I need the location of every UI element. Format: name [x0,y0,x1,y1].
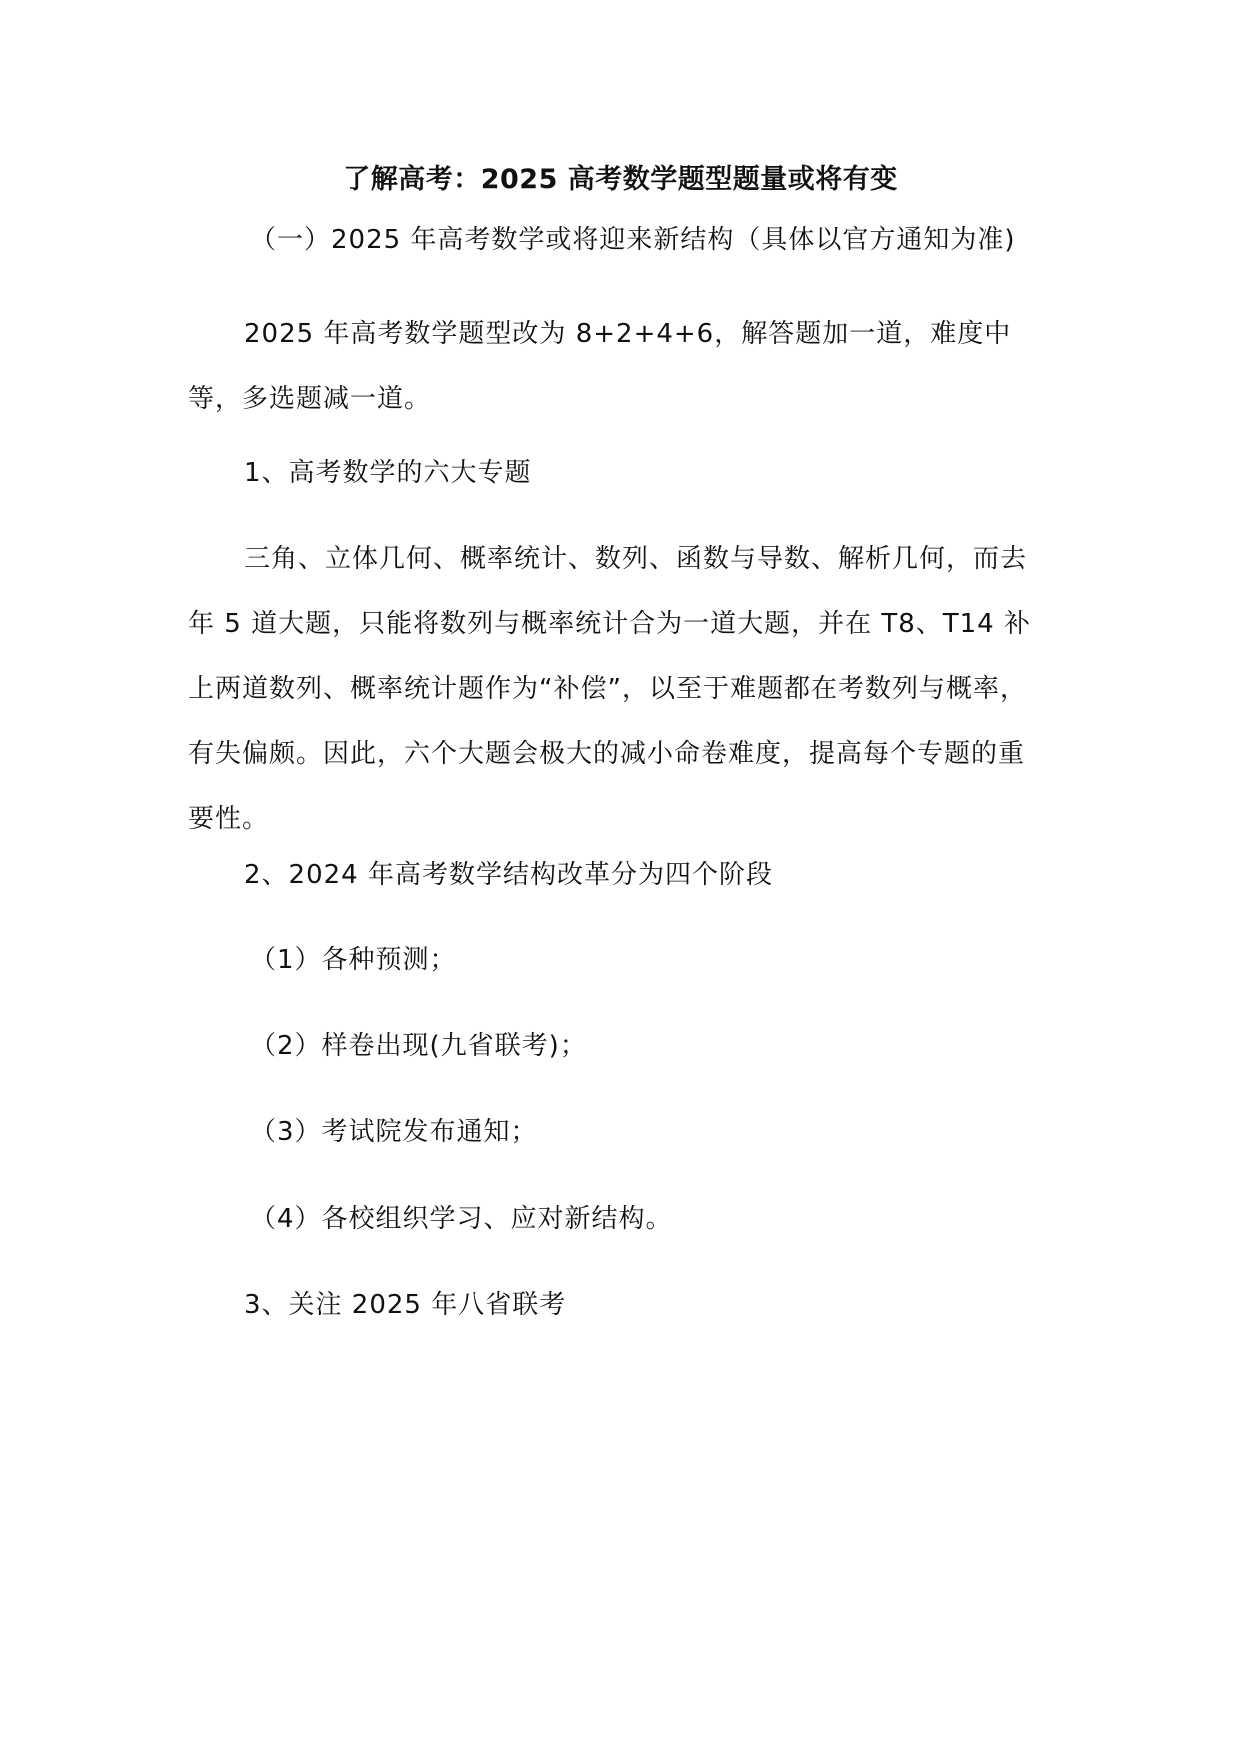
stage-item: （1）各种预测； [250,945,457,975]
intro-paragraph: 2025 年高考数学题型改为 8+2+4+6，解答题加一道，难度中等，多选题减一道。 [188,319,1012,414]
item-3-heading: 3、关注 2025 年八省联考 [244,1290,567,1320]
stage-item: （2）样卷出现(九省联考)； [250,1031,587,1061]
item-2-heading: 2、2024 年高考数学结构改革分为四个阶段 [244,860,773,890]
item-1-body: 三角、立体几何、概率统计、数列、函数与导数、解析几何，而去年 5 道大题，只能将数列与概率统计合为一道大题，并在 T8、T14 补上两道数列、概率统计题作为“补偿”，以至于难题都在考数列与概率，有失偏颇。因此，六个大题会极大的减小命卷难度，提高每个专题的重要性。 [188,544,1031,834]
section-heading: （一）2025 年高考数学或将迎来新结构（具体以官方通知为准) [250,225,1016,255]
stage-item: （3）考试院发布通知； [250,1117,538,1147]
item-1-heading: 1、高考数学的六大专题 [244,458,532,488]
stage-item: （4）各校组织学习、应对新结构。 [250,1204,673,1234]
document-title: 了解高考：2025 高考数学题型题量或将有变 [343,164,898,195]
